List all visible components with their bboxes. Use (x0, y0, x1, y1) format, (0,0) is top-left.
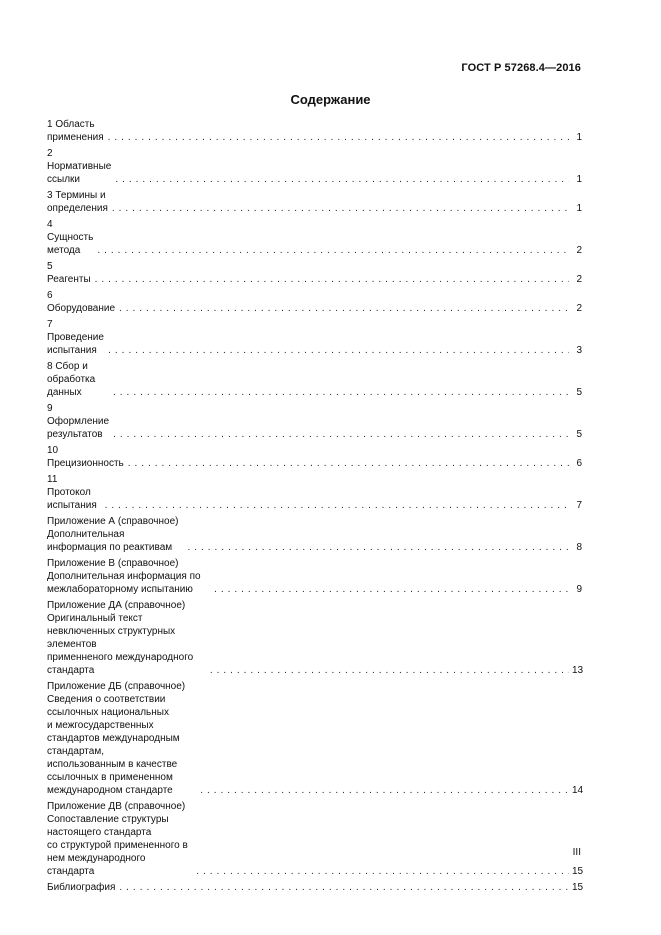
toc-entry-page: 15 (572, 866, 584, 877)
toc-entry-text: Библиография (47, 882, 116, 893)
toc-entry-text: 8 Сбор и обработка данных (47, 361, 96, 398)
dot-leader (210, 664, 569, 677)
toc-entry-text: 10 Прецизионность (47, 445, 124, 469)
toc-entry (47, 473, 582, 512)
toc-entry (47, 147, 582, 186)
table-of-contents (47, 118, 582, 897)
dot-leader (200, 784, 569, 797)
dot-leader (214, 583, 569, 596)
toc-entry (47, 260, 582, 286)
toc-entry-text: Приложение ДБ (справочное) Сведения о соответствии ссылочных национальных и межгосударственных стандартов международным стандартам, использованным в качестве ссылочных в примененном международном стандарте (47, 681, 186, 796)
toc-entry (47, 402, 582, 441)
toc-entry (47, 557, 582, 596)
toc-entry (47, 515, 582, 554)
toc-entry-page: 14 (572, 785, 584, 796)
dot-leader (187, 541, 569, 554)
toc-entry-text: Приложение А (справочное) Дополнительная информация по реактивам (47, 516, 179, 553)
toc-entry (47, 189, 582, 215)
toc-entry-text: 9 Оформление результатов (47, 403, 110, 440)
toc-entry-page: 8 (576, 542, 582, 553)
toc-entry-page: 2 (576, 303, 582, 314)
toc-entry-page: 5 (576, 387, 582, 398)
toc-entry (47, 444, 582, 470)
toc-entry-page: 9 (576, 584, 582, 595)
toc-entry-page: 2 (576, 274, 582, 285)
toc-entry-text: Приложение В (справочное) Дополнительная информация по межлабораторному испытанию (47, 558, 201, 595)
dot-leader (196, 865, 569, 878)
toc-entry-page: 2 (576, 245, 582, 256)
dot-leader (119, 881, 569, 894)
dot-leader (119, 302, 569, 315)
dot-leader (113, 386, 569, 399)
toc-entry (47, 680, 582, 797)
dot-leader (115, 173, 569, 186)
toc-entry-text: Приложение ДВ (справочное) Сопоставление структуры настоящего стандарта со структурой примененного в нем международного стандарта (47, 801, 188, 877)
toc-entry-text: 1 Область применения (47, 119, 104, 143)
toc-entry-page: 15 (572, 882, 584, 893)
dot-leader (112, 202, 569, 215)
toc-entry-text: 2 Нормативные ссылки (47, 148, 112, 185)
toc-entry (47, 289, 582, 315)
toc-entry-page: 1 (576, 132, 582, 143)
toc-entry-text: 3 Термины и определения (47, 190, 108, 214)
dot-leader (113, 428, 569, 441)
toc-entry-page: 13 (572, 665, 584, 676)
toc-entry-text: 6 Оборудование (47, 290, 116, 314)
toc-entry-text: 5 Реагенты (47, 261, 91, 285)
dot-leader (97, 244, 569, 257)
toc-entry-text: 7 Проведение испытания (47, 319, 104, 356)
toc-entry-page: 6 (576, 458, 582, 469)
toc-entry (47, 881, 582, 894)
toc-entry-text: 11 Протокол испытания (47, 474, 97, 511)
toc-entry-page: 1 (576, 174, 582, 185)
dot-leader (108, 131, 569, 144)
toc-entry (47, 318, 582, 357)
dot-leader (108, 344, 569, 357)
toc-entry-page: 7 (576, 500, 582, 511)
toc-entry-page: 3 (576, 345, 582, 356)
toc-entry (47, 360, 582, 399)
dot-leader (128, 457, 569, 470)
toc-entry (47, 599, 582, 677)
toc-entry-page: 5 (576, 429, 582, 440)
document-code: ГОСТ Р 57268.4—2016 (461, 62, 581, 74)
dot-leader (105, 499, 569, 512)
page-title: Содержание (290, 92, 371, 107)
page-number: III (572, 847, 581, 858)
toc-entry-page: 1 (576, 203, 582, 214)
toc-entry (47, 218, 582, 257)
toc-entry-text: Приложение ДА (справочное) Оригинальный текст невключенных структурных элементов применненого международного стандарта (47, 600, 194, 676)
toc-entry (47, 800, 582, 878)
toc-entry-text: 4 Сущность метода (47, 219, 94, 256)
toc-entry (47, 118, 582, 144)
dot-leader (95, 273, 569, 286)
